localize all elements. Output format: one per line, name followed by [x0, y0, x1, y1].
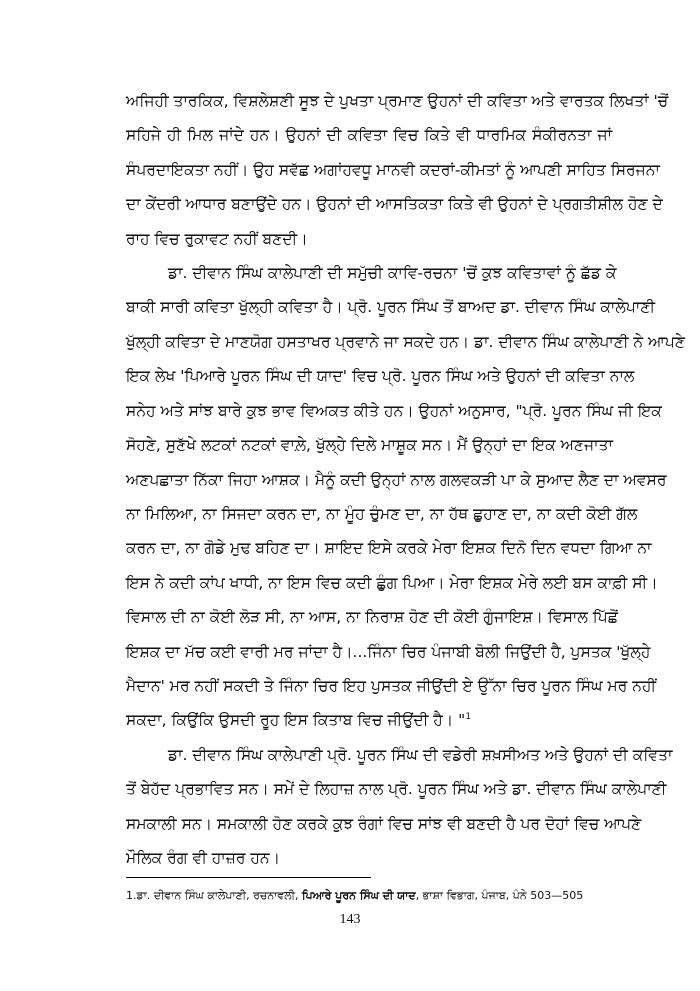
text-line: ਦਾ ਕੇਂਦਰੀ ਆਧਾਰ ਬਣਾਉਂਦੇ ਹਨ। ਉਹਨਾਂ ਦੀ ਆਸਤਿਕਤਾ ਕਿਤੇ ਵੀ ਉਹਨਾਂ ਦੇ ਪ੍ਰਗਤੀਸ਼ੀਲ ਹੋਣ ਦੇ [126, 195, 663, 213]
text-line: ਕਰਨ ਦਾ, ਨਾ ਗੋਡੇ ਮੁਢ ਬਹਿਣ ਦਾ। ਸ਼ਾਇਦ ਇਸੇ ਕਰਕੇ ਮੇਰਾ ਇਸ਼ਕ ਦਿਨੋ ਦਿਨ ਵਧਦਾ ਗਿਆ ਨਾ [126, 539, 652, 557]
text-line: ਮੌਲਿਕ ਰੰਗ ਵੀ ਹਾਜ਼ਰ ਹਨ। [126, 849, 281, 867]
footnote-book-title: ਪਿਆਰੇ ਪੂਰਨ ਸਿੰਘ ਦੀ ਯਾਦ [302, 889, 416, 902]
text-line: ਸਮਕਾਲੀ ਸਨ। ਸਮਕਾਲੀ ਹੋਣ ਕਰਕੇ ਕੁਝ ਰੰਗਾਂ ਵਿਚ ਸਾਂਝ ਵੀ ਬਣਦੀ ਹੈ ਪਰ ਦੋਹਾਂ ਵਿਚ ਆਪਣੇ [126, 815, 642, 833]
footnote-suffix: , ਭਾਸ਼ਾ ਵਿਭਾਗ, ਪੰਜਾਬ, ਪੰਨੇ 503—505 [415, 889, 584, 902]
text-line: ਸਕਦਾ, ਕਿਉਂਕਿ ਉਸਦੀ ਰੂਹ ਇਸ ਕਿਤਾਬ ਵਿਚ ਜੀਉਂਦੀ ਹੈ। " [126, 711, 466, 729]
text-line: ਨਾ ਮਿਲਿਆ, ਨਾ ਸਿਜਦਾ ਕਰਨ ਦਾ, ਨਾ ਮੂੰਹ ਚੁੰਮਣ ਦਾ, ਨਾ ਹੱਥ ਛੁਹਾਣ ਦਾ, ਨਾ ਕਦੀ ਕੋਈ ਗੱਲ [126, 505, 638, 523]
footnote [126, 887, 612, 905]
text-line: ਇਕ ਲੇਖ 'ਪਿਆਰੇ ਪੂਰਨ ਸਿੰਘ ਦੀ ਯਾਦ' ਵਿਚ ਪ੍ਰੋ. ਪੂਰਨ ਸਿੰਘ ਅਤੇ ਉਹਨਾਂ ਦੀ ਕਵਿਤਾ ਨਾਲ [126, 367, 635, 385]
text-line: ਇਸ਼ਕ ਦਾ ਮੱਚ ਕਈ ਵਾਰੀ ਮਰ ਜਾਂਦਾ ਹੈ।...ਜਿੰਨਾ ਚਿਰ ਪੰਜਾਬੀ ਬੋਲੀ ਜਿਉਂਦੀ ਹੈ, ਪੁਸਤਕ 'ਖੁੱਲ੍ਹੇ [126, 643, 651, 661]
text-line: ਸੋਹਣੇ, ਸੁਣੱਖੇ ਲਟਕਾਂ ਨਟਕਾਂ ਵਾਲ਼ੇ, ਖੁੱਲ੍ਹੇ ਦਿਲੇ ਮਾਸ਼ੂਕ ਸਨ। ਮੈਂ ਉਨ੍ਹਾਂ ਦਾ ਇਕ ਅਣਜਾਤਾ [126, 436, 613, 454]
text-line: ਅਜਿਹੀ ਤਾਰਕਿਕ, ਵਿਸ਼ਲੇਸ਼ਣੀ ਸੂਝ ਦੇ ਪੁਖਤਾ ਪ੍ਰਮਾਣ ਉਹਨਾਂ ਦੀ ਕਵਿਤਾ ਅਤੇ ਵਾਰਤਕ ਲਿਖਤਾਂ 'ਚੋਂ [126, 92, 669, 110]
text-line: ਖੁੱਲ੍ਹੀ ਕਵਿਤਾ ਦੇ ਮਾਣਯੋਗ ਹਸਤਾਖਰ ਪ੍ਰਵਾਨੇ ਜਾ ਸਕਦੇ ਹਨ। ਡਾ. ਦੀਵਾਨ ਸਿੰਘ ਕਾਲੇਪਾਣੀ ਨੇ ਆਪਣੇ [126, 333, 685, 351]
text-line: ਤੋਂ ਬੇਹੱਦ ਪ੍ਰਭਾਵਿਤ ਸਨ। ਸਮੇਂ ਦੇ ਲਿਹਾਜ਼ ਨਾਲ ਪ੍ਰੋ. ਪੂਰਨ ਸਿੰਘ ਅਤੇ ਡਾ. ਦੀਵਾਨ ਸਿੰਘ ਕਾਲੇਪਾਣੀ [126, 780, 667, 798]
footnote-reference: 1 [465, 711, 472, 722]
text-line: ਵਿਸਾਲ ਦੀ ਨਾ ਕੋਈ ਲੋੜ ਸੀ, ਨਾ ਆਸ, ਨਾ ਨਿਰਾਸ਼ ਹੋਣ ਦੀ ਕੋਈ ਗੁੰਜਾਇਸ਼। ਵਿਸਾਲ ਪਿੱਛੋਂ [126, 608, 618, 626]
text-line: ਇਸ ਨੇ ਕਦੀ ਕਾਂਪ ਖਾਧੀ, ਨਾ ਇਸ ਵਿਚ ਕਦੀ ਛੁੰਗ ਪਿਆ। ਮੇਰਾ ਇਸ਼ਕ ਮੇਰੇ ਲਈ ਬਸ ਕਾਫ਼ੀ ਸੀ। [126, 574, 658, 592]
text-line: ਬਾਕੀ ਸਾਰੀ ਕਵਿਤਾ ਖੁੱਲ੍ਹੀ ਕਵਿਤਾ ਹੈ। ਪ੍ਰੋ. ਪੂਰਨ ਸਿੰਘ ਤੋਂ ਬਾਅਦ ਡਾ. ਦੀਵਾਨ ਸਿੰਘ ਕਾਲੇਪਾਣੀ [126, 298, 656, 316]
text-line: ਸਨੇਹ ਅਤੇ ਸਾਂਝ ਬਾਰੇ ਕੁਝ ਭਾਵ ਵਿਅਕਤ ਕੀਤੇ ਹਨ। ਉਹਨਾਂ ਅਨੁਸਾਰ, "ਪ੍ਰੋ. ਪੂਰਨ ਸਿੰਘ ਜੀ ਇਕ [126, 402, 662, 420]
footnote-separator [126, 877, 371, 878]
text-line: ਸੰਪਰਦਾਇਕਤਾ ਨਹੀਂ। ਉਹ ਸਵੱਛ ਅਗਾਂਹਵਧੂ ਮਾਨਵੀ ਕਦਰਾਂ-ਕੀਮਤਾਂ ਨੂੰ ਆਪਣੀ ਸਾਹਿਤ ਸਿਰਜਨਾ [126, 161, 660, 179]
text-line: ਮੈਦਾਨ' ਮਰ ਨਹੀਂ ਸਕਦੀ ਤੇ ਜਿੰਨਾ ਚਿਰ ਇਹ ਪੁਸਤਕ ਜੀਉਂਦੀ ਏ ਉੱਨਾ ਚਿਰ ਪੂਰਨ ਸਿੰਘ ਮਰ ਨਹੀਂ [126, 677, 657, 695]
quote-final-line [126, 705, 612, 735]
text-line: ਸਹਿਜੇ ਹੀ ਮਿਲ ਜਾਂਦੇ ਹਨ। ਉਹਨਾਂ ਦੀ ਕਵਿਤਾ ਵਿਚ ਕਿਤੇ ਵੀ ਧਾਰਮਿਕ ਸੰਕੀਰਨਤਾ ਜਾਂ [126, 126, 612, 144]
text-line: ਰਾਹ ਵਿਚ ਰੁਕਾਵਟ ਨਹੀਂ ਬਣਦੀ। [126, 230, 308, 248]
page-number: 143 [339, 912, 361, 927]
text-line: ਡਾ. ਦੀਵਾਨ ਸਿੰਘ ਕਾਲੇਪਾਣੀ ਪ੍ਰੋ. ਪੂਰਨ ਸਿੰਘ ਦੀ ਵਡੇਰੀ ਸ਼ਖ਼ਸੀਅਤ ਅਤੇ ਉਹਨਾਂ ਦੀ ਕਵਿਤਾ [168, 746, 673, 764]
footnote-prefix: 1.ਡਾ. ਦੀਵਾਨ ਸਿੰਘ ਕਾਲੇਪਾਣੀ, ਰਚਨਾਵਲੀ, [126, 889, 302, 902]
text-line: ਅਣਪਛਾਤਾ ਨਿੱਕਾ ਜਿਹਾ ਆਸ਼ਕ। ਮੈਨੂੰ ਕਦੀ ਉਨ੍ਹਾਂ ਨਾਲ ਗਲਵਕੜੀ ਪਾ ਕੇ ਸੁਆਦ ਲੈਣ ਦਾ ਅਵਸਰ [126, 471, 667, 489]
text-line: ਡਾ. ਦੀਵਾਨ ਸਿੰਘ ਕਾਲੇਪਾਣੀ ਦੀ ਸਮੁੱਚੀ ਕਾਵਿ-ਰਚਨਾ 'ਚੋਂ ਕੁਝ ਕਵਿਤਾਵਾਂ ਨੂੰ ਛੱਡ ਕੇ [168, 264, 617, 282]
